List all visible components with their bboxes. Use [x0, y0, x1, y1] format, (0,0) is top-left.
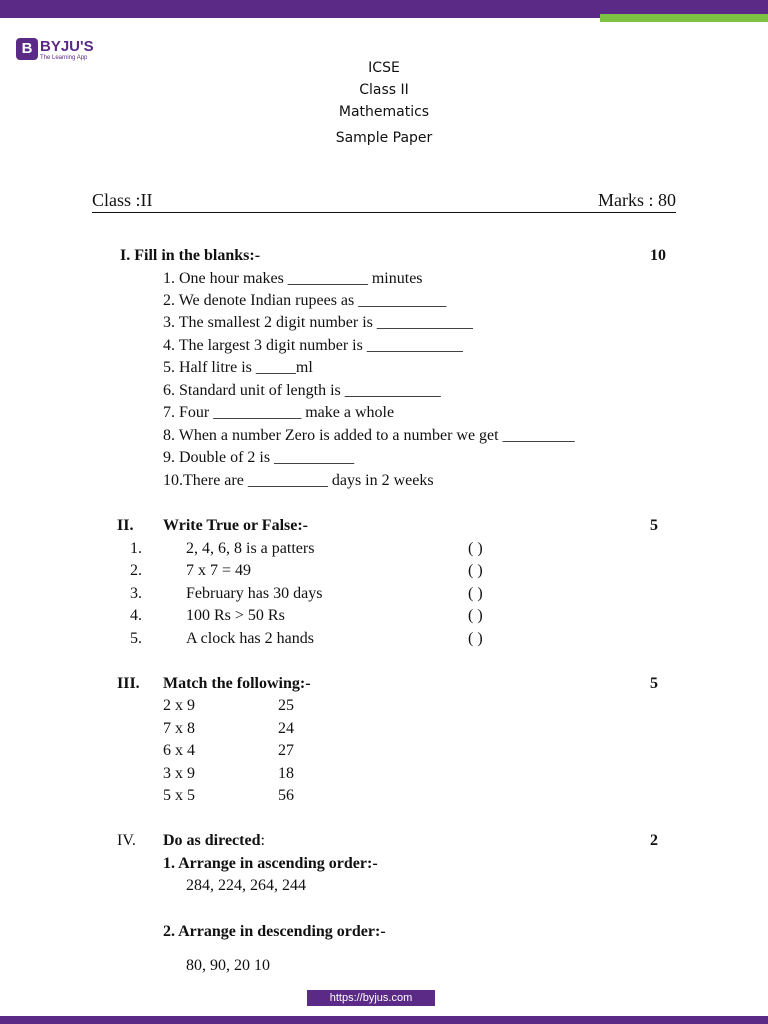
tf-answer-box: ( )	[468, 630, 483, 647]
tf-number: 2.	[130, 562, 142, 579]
match-left-item: 3 x 9	[163, 765, 195, 782]
blank-item: 9. Double of 2 is __________	[163, 449, 355, 466]
marks-label: Marks : 80	[598, 190, 676, 210]
class-title: Class II	[359, 82, 409, 98]
blank-item: 6. Standard unit of length is ____________	[163, 382, 441, 399]
blank-item: 4. The largest 3 digit number is ____________	[163, 337, 463, 354]
section4-colon: :	[260, 832, 265, 849]
top-banner-purple	[0, 0, 768, 14]
blank-item: 10.There are __________ days in 2 weeks	[163, 472, 434, 489]
top-banner-green	[600, 14, 768, 22]
section2-title: Write True or False:-	[163, 517, 308, 534]
match-left-item: 6 x 4	[163, 742, 195, 759]
ascending-values: 284, 224, 264, 244	[186, 877, 306, 894]
blank-item: 2. We denote Indian rupees as ___________	[163, 292, 447, 309]
match-left-item: 2 x 9	[163, 697, 195, 714]
section3-title: Match the following:-	[163, 675, 311, 692]
section3-number: III.	[117, 675, 140, 692]
tf-answer-box: ( )	[468, 585, 483, 602]
match-right-item: 27	[278, 742, 294, 759]
tf-statement: 7 x 7 = 49	[186, 562, 252, 579]
footer-bar	[0, 1016, 768, 1024]
blank-item: 7. Four ___________ make a whole	[163, 404, 395, 421]
byjus-logo-icon: B	[16, 38, 38, 60]
website-link[interactable]: https://byjus.com	[307, 990, 435, 1006]
section3-marks: 5	[650, 675, 658, 692]
class-marks-line	[92, 190, 676, 213]
class-label: Class :II	[92, 190, 153, 210]
paper-title: Sample Paper	[335, 130, 433, 146]
descending-values: 80, 90, 20 10	[186, 957, 270, 974]
blank-item: 8. When a number Zero is added to a number we get _________	[163, 427, 575, 444]
top-banner	[0, 0, 768, 22]
match-right-item: 25	[278, 697, 294, 714]
tf-number: 4.	[130, 607, 142, 624]
tf-statement: 100 Rs > 50 Rs	[186, 607, 285, 624]
section2-marks: 5	[650, 517, 658, 534]
top-banner-purple-tail	[0, 14, 600, 18]
section4-title-wrap	[163, 832, 265, 850]
blank-item: 3. The smallest 2 digit number is ____________	[163, 314, 473, 331]
tf-statement: February has 30 days	[186, 585, 323, 602]
match-left-item: 5 x 5	[163, 787, 195, 804]
tf-answer-box: ( )	[468, 540, 483, 557]
tf-statement: 2, 4, 6, 8 is a patters	[186, 540, 315, 557]
tf-answer-box: ( )	[468, 607, 483, 624]
footer	[0, 990, 768, 1024]
brand-tagline: The Learning App	[40, 55, 88, 61]
match-left-item: 7 x 8	[163, 720, 195, 737]
tf-number: 3.	[130, 585, 142, 602]
section1-title: I. Fill in the blanks:-	[120, 247, 261, 264]
ascending-question: 1. Arrange in ascending order:-	[163, 855, 378, 872]
match-right-item: 18	[278, 765, 294, 782]
section4-marks: 2	[650, 832, 658, 849]
tf-answer-box: ( )	[468, 562, 483, 579]
section4-number: IV.	[117, 832, 136, 849]
board-title: ICSE	[368, 60, 400, 76]
descending-question: 2. Arrange in descending order:-	[163, 923, 386, 940]
brand-name: BYJU'S	[40, 38, 94, 55]
match-right-item: 24	[278, 720, 294, 737]
section1-marks: 10	[650, 247, 666, 264]
section4-title: Do as directed	[163, 832, 261, 849]
blank-item: 5. Half litre is _____ml	[163, 359, 313, 376]
match-right-item: 56	[278, 787, 294, 804]
blank-item: 1. One hour makes __________ minutes	[163, 270, 423, 287]
section2-number: II.	[117, 517, 134, 534]
tf-statement: A clock has 2 hands	[186, 630, 314, 647]
subject-title: Mathematics	[338, 104, 430, 120]
tf-number: 5.	[130, 630, 142, 647]
tf-number: 1.	[130, 540, 142, 557]
